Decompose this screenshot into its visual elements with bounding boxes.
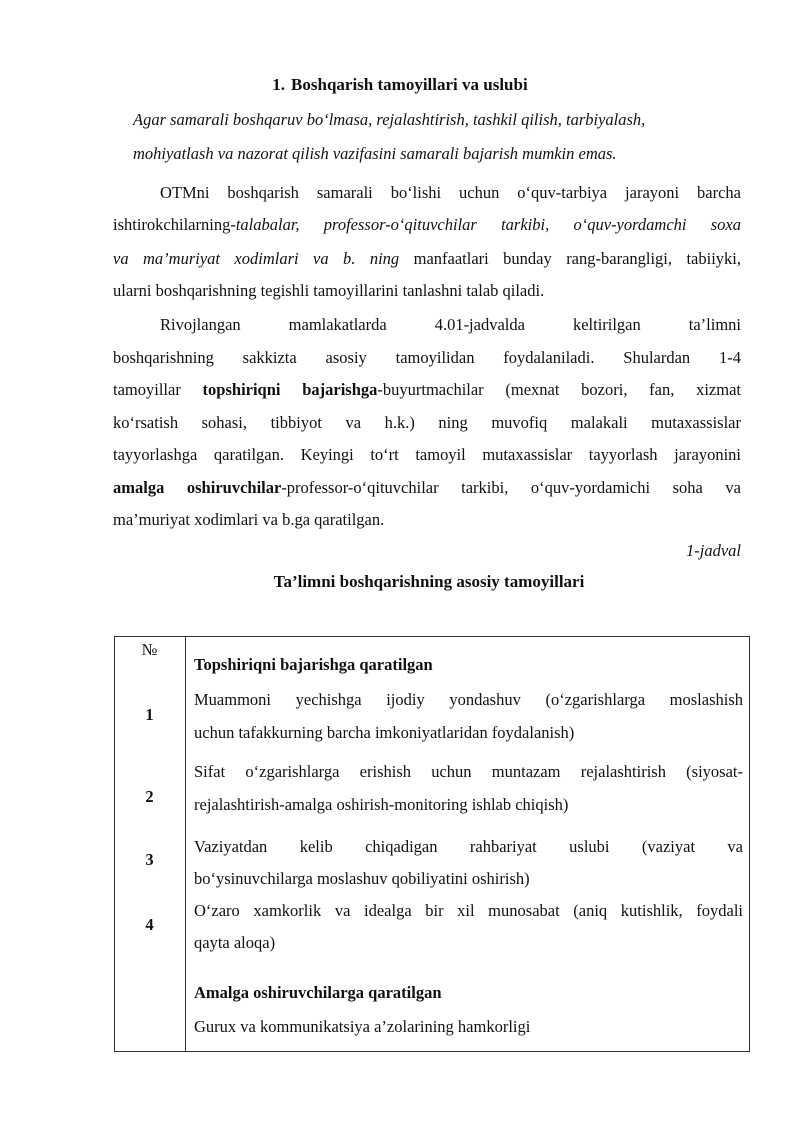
section-number: 1. — [272, 75, 286, 94]
table-row-1-line-2: uchun tafakkurning barcha imkoniyatlaridan foydalanish) — [194, 723, 575, 742]
paragraph-1-line-3-text: manfaatlari bunday rang-barangligi, tabiiyki, — [399, 249, 741, 268]
epigraph-line-2: mohiyatlash va nazorat qilish vazifasini samarali bajarish mumkin emas. — [133, 144, 617, 163]
paragraph-2-line-3-bold: topshiriqni bajarishga — [202, 380, 378, 399]
paragraph-2-line-6 — [113, 478, 741, 498]
paragraph-1-line-1: OTMni boshqarish samarali bo‘lishi uchun o‘quv-tarbiya jarayoni barcha — [160, 183, 741, 202]
paragraph-2-line-1: Rivojlangan mamlakatlarda 4.01-jadvalda keltirilgan ta’limni — [160, 315, 741, 334]
section-title: Boshqarish tamoyillari va uslubi — [291, 75, 528, 94]
table-row-5: Gurux va kommunikatsiya a’zolarining hamkorligi — [194, 1017, 531, 1036]
table-row-4-line-2: qayta aloqa) — [194, 933, 276, 952]
table-num-header: № — [141, 640, 158, 659]
paragraph-2-line-3-post: -buyurtmachilar (mexnat bozori, fan, xizmat — [377, 380, 741, 399]
table-row-3-line-2: bo‘ysinuvchilarga moslashuv qobiliyatini oshirish) — [194, 869, 530, 888]
table-caption: Ta’limni boshqarishning asosiy tamoyillari — [273, 572, 585, 591]
table-num-1: 1 — [145, 705, 154, 724]
table-row-4-line-1: O‘zaro xamkorlik va idealga bir xil munosabat (aniq kutishlik, foydali — [194, 901, 743, 920]
table-num-2: 2 — [145, 787, 154, 806]
paragraph-2-line-6-post: -professor-o‘qituvchilar tarkibi, o‘quv-yordamichi soha va — [281, 478, 741, 497]
section-heading — [0, 75, 800, 95]
table-num-3: 3 — [145, 850, 154, 869]
paragraph-1-line-2-italic: talabalar, professor-o‘qituvchilar tarkibi, o‘quv-yordamchi soxa — [235, 215, 741, 234]
paragraph-2-line-5: tayyorlashga qaratilgan. Keyingi to‘rt tamoyil mutaxassislar tayyorlash jarayonini — [113, 445, 741, 464]
table-column-divider — [185, 636, 186, 1052]
paragraph-1-line-3-italic: va ma’muriyat xodimlari va b. ning — [113, 249, 400, 268]
paragraph-1-line-4: ularni boshqarishning tegishli tamoyillarini tanlashni talab qiladi. — [113, 281, 545, 300]
paragraph-2-line-7: ma’muriyat xodimlari va b.ga qaratilgan. — [113, 510, 385, 529]
paragraph-1-line-2-text: ishtirokchilarning- — [113, 215, 236, 234]
table-row-3-line-1: Vaziyatdan kelib chiqadigan rahbariyat uslubi (vaziyat va — [194, 837, 743, 856]
paragraph-2-line-2: boshqarishning sakkizta asosiy tamoyilidan foydalaniladi. Shulardan 1-4 — [113, 348, 741, 367]
paragraph-2-line-3 — [113, 380, 741, 400]
paragraph-1-line-2 — [113, 215, 741, 235]
table-row-1-line-1: Muammoni yechishga ijodiy yondashuv (o‘zgarishlarga moslashish — [194, 690, 743, 709]
table-row-2-line-2: rejalashtirish-amalga oshirish-monitoring ishlab chiqish) — [194, 795, 569, 814]
paragraph-2-line-4: ko‘rsatish sohasi, tibbiyot va h.k.) ning muvofiq malakali mutaxassislar — [113, 413, 741, 432]
paragraph-1-line-3 — [113, 249, 741, 269]
table-label: 1-jadval — [686, 541, 741, 560]
table-num-4: 4 — [145, 915, 154, 934]
table-section-2-title: Amalga oshiruvchilarga qaratilgan — [194, 983, 442, 1002]
paragraph-2-line-6-bold: amalga oshiruvchilar — [113, 478, 282, 497]
epigraph-line-1: Agar samarali boshqaruv bo‘lmasa, rejalashtirish, tashkil qilish, tarbiyalash, — [133, 110, 646, 129]
table-row-2-line-1: Sifat o‘zgarishlarga erishish uchun muntazam rejalashtirish (siyosat- — [194, 762, 743, 781]
paragraph-2-line-3-pre: tamoyillar — [113, 380, 203, 399]
table-section-1-title: Topshiriqni bajarishga qaratilgan — [194, 655, 433, 674]
